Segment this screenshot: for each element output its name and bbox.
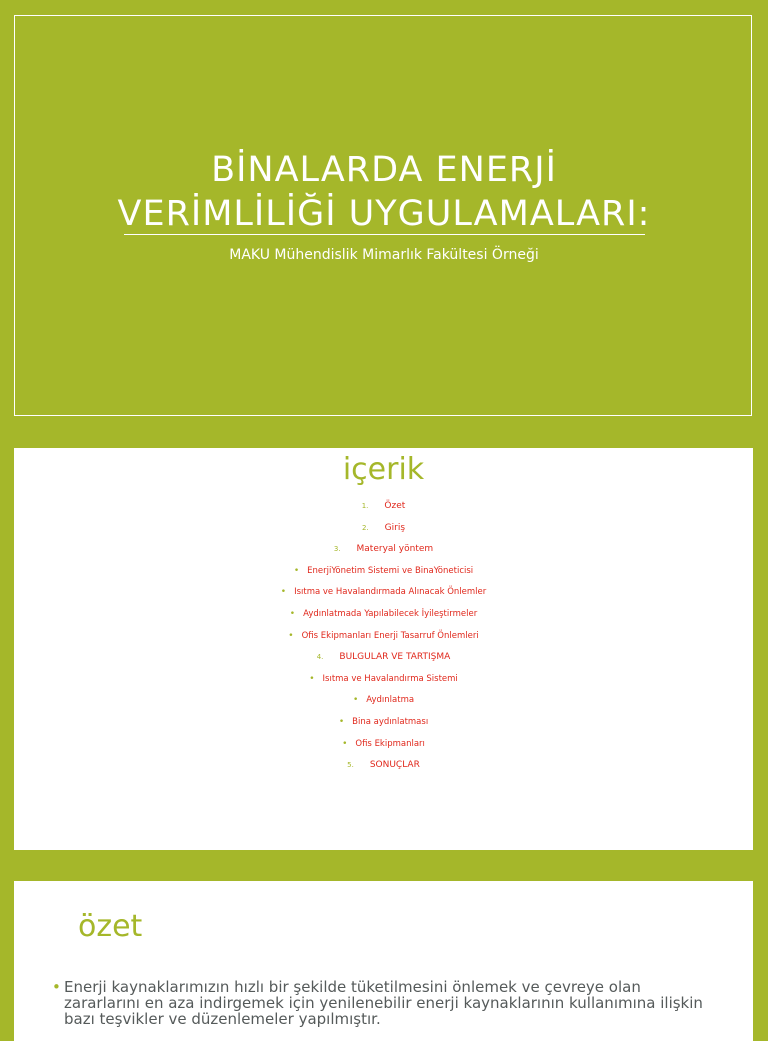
list-number: 2. [361,523,369,532]
contents-item [14,604,753,626]
list-number: 3. [333,545,341,554]
bullet-icon: • [280,587,287,598]
contents-item-label: SONUÇLAR [369,760,420,771]
contents-item [14,734,753,756]
bullet-icon: • [293,565,300,576]
summary-body [52,979,712,1027]
bullet-icon: • [288,630,294,641]
bullet-dot-icon: • [52,978,61,996]
contents-item-label: EnerjiYönetim Sistemi ve BinaYöneticisi [307,565,474,576]
summary-slide [14,881,753,1041]
summary-bullet-text: Enerji kaynaklarımızın hızlı bir şekilde tüketilmesini önlemek ve çevreye olan zararlarını en aza indirgemek için yenilenebilir enerji kaynaklarının kullanımına ilişkin bazı teşvikler ve düzenlemeler yapılmıştır. [64,978,703,1028]
slide-subtitle: MAKU Mühendislik Mimarlık Fakültesi Örneği [229,247,539,263]
slide-title [0,148,768,236]
contents-item [14,496,753,518]
contents-item-label: Isıtma ve Havalandırma Sistemi [322,673,458,684]
contents-item [14,518,753,540]
contents-item [14,690,753,712]
contents-item [14,539,753,561]
contents-item [14,561,753,583]
contents-item [14,647,753,669]
bullet-icon: • [342,738,348,749]
contents-item [14,669,753,691]
contents-item-label: BULGULAR VE TARTIŞMA [339,652,451,663]
contents-item-label: Isıtma ve Havalandırmada Alınacak Önlemler [294,587,487,598]
bullet-icon: • [338,716,345,727]
contents-item-label: Aydınlatma [366,695,415,706]
summary-bullet [52,979,712,1027]
slide-title-line-1: BİNALARDA ENERJİ [211,150,557,190]
bullet-icon: • [289,608,296,619]
bullet-icon: • [352,695,359,706]
title-underline [124,234,645,235]
list-number: 1. [361,502,369,510]
contents-item [14,626,753,648]
contents-list [14,496,753,777]
contents-item [14,712,753,734]
list-number: 4. [316,653,324,662]
contents-item [14,582,753,604]
contents-heading: içerik [342,452,425,487]
contents-item-label: Özet [384,501,406,511]
contents-slide [14,448,753,850]
contents-item [14,755,753,777]
summary-heading: özet [78,909,143,944]
contents-item-label: Aydınlatmada Yapılabilecek İyileştirmeler [303,608,478,619]
contents-item-label: Giriş [384,522,406,533]
bullet-icon: • [309,673,315,684]
contents-item-label: Materyal yöntem [356,544,434,555]
list-number: 5. [347,761,354,770]
title-slide [0,0,768,432]
slide-title-line-2: VERİMLİLİĞİ UYGULAMALARI: [117,194,651,234]
contents-item-label: Ofis Ekipmanları [355,738,425,749]
contents-item-label: Bina aydınlatması [352,716,429,727]
contents-item-label: Ofis Ekipmanları Enerji Tasarruf Önlemleri [301,630,479,641]
